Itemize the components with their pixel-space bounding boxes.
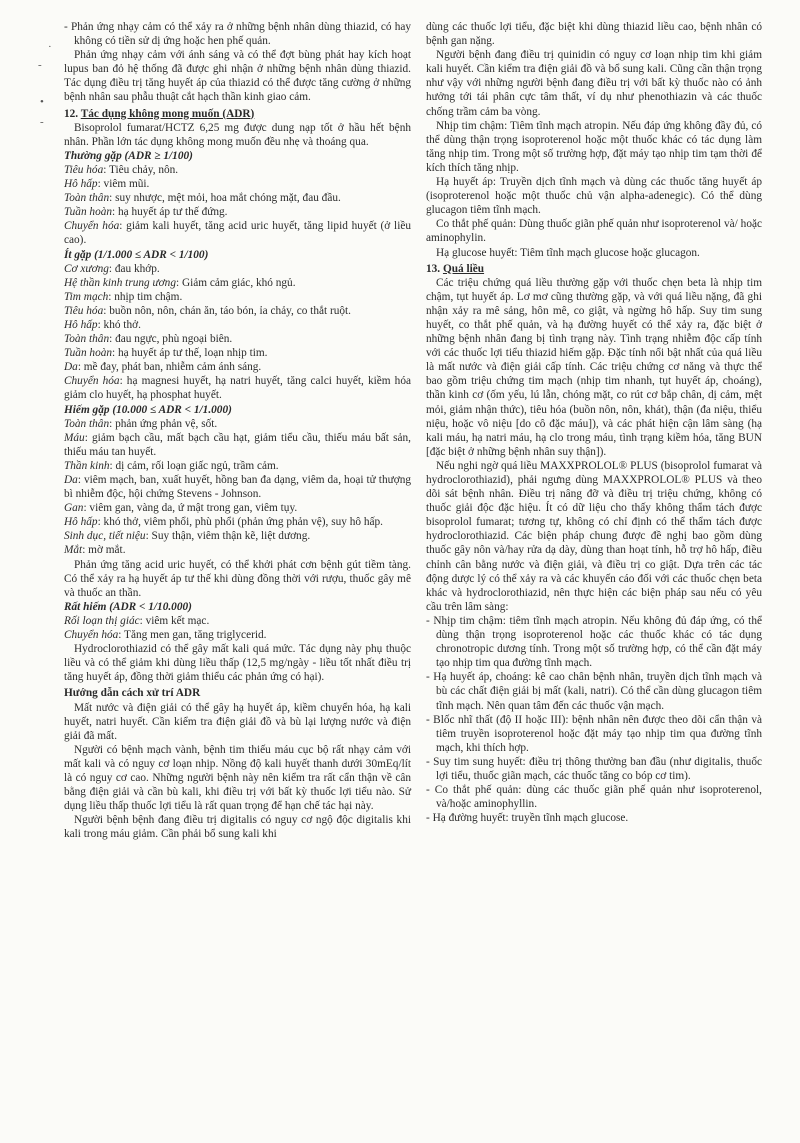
margin-mark: - [38, 59, 42, 71]
measures-list [426, 614, 762, 825]
adr-list-rare [64, 417, 411, 558]
adr-description: : Tiêu chảy, nôn. [103, 163, 179, 176]
paragraph: Hydroclorothiazid có thể gây mất kali quá mức. Tác dụng này phụ thuộc liều và có thể giảm khi dùng liều thấp (12,5 mg/ngày - liều tốt nhất điều trị tăng huyết áp, đồng thời giảm thiểu các phản ứng có hại). [64, 643, 411, 684]
adr-description: : Giảm cảm giác, khó ngủ. [175, 276, 296, 289]
adr-item [64, 163, 411, 177]
adr-category: Tuần hoàn [64, 347, 113, 360]
adr-description: : Tăng men gan, tăng triglycerid. [118, 629, 267, 642]
adr-category: Hô hấp [64, 318, 98, 331]
adr-category: Da [64, 474, 78, 486]
adr-item [64, 529, 411, 543]
paragraph: Các triệu chứng quá liều thường gặp với thuốc chẹn beta là nhịp tim chậm, tụt huyết áp. Lơ mơ cũng thường gặp, và với quá liều nặng, đã ghi nhận xảy ra mê sảng, hôn mê, co giật, và ngừng hô hấp. Suy tim sung huyết, co thắt phế quản, và hạ đường huyết có thể xảy ra, đặc biệt ở những bệnh nhân đang bị tình trạng này. Tình trạng nhiễm độc cấp tính với các thuốc lợi tiểu thiazid hiếm gặp. Đặc tính nổi bật nhất của quá liều là mất nước và điện giải cấp tính. Các triệu chứng cơ năng và thực thể bao gồm triệu chứng tim mạch (nhịp tim nhanh, tụt huyết áp, choáng), thần kinh cơ (ốm yếu, lú lẫn, chóng mặt, co rút cơ bắp chân, dị cảm, mệt mỏi, giảm nhận thức), tiêu hóa (buồn nôn, nôn, khát), thận (đa niệu, thiểu niệu, hoặc vô niệu [do cô đặc máu]), và các phát hiện cận lâm sàng (hạ kali máu, hạ natri máu, hạ clo trong máu, tình trạng kiềm hóa, tăng BUN [đặc biệt ở những bệnh nhân suy thận]). [426, 276, 762, 458]
adr-category: Hô hấp [64, 178, 98, 191]
adr-category: Gan [64, 502, 84, 515]
adr-list-very-rare [64, 614, 411, 642]
adr-category: Thần kinh [64, 459, 110, 472]
adr-category: Tiêu hóa [64, 163, 104, 176]
paragraph: Nếu nghi ngờ quá liều MAXXPROLOL® PLUS (bisoprolol fumarat và hydroclorothiazid), phải ngưng dùng MAXXPROLOL® PLUS và theo dõi sát bệnh nhân. Điều trị nâng đỡ và điều trị triệu chứng, không có thuốc giải độc đặc hiệu. Ít có dữ liệu cho thấy không thẩm tách được bisoprolol fumarat; tương tự, không có chỉ định có thể thẩm tách được hydroclorothiazid. Các biện pháp chung được đề nghị bao gồm dùng thuốc gây nôn và/hay rửa dạ dày, dùng than hoạt tính, hỗ trợ hô hấp, điều chỉnh cân bằng nước và điện giải, và điều trị co giật. Dựa trên các tác động dược lý có thể xảy ra và các khuyến cáo đối với các thuốc chẹn beta khác và hydroclorothiazid, nên thực hiện các biện pháp sau nếu có yêu cầu trên lâm sàng: [426, 459, 762, 613]
paragraph: - Phản ứng nhạy cảm có thể xảy ra ở những bệnh nhân dùng thiazid, có hay không có tiền sử dị ứng hoặc hen phế quản. [64, 21, 411, 48]
list-item: - Blốc nhĩ thất (độ II hoặc III): bệnh nhân nên được theo dõi cẩn thận và tiêm truyền isoproterenol hoặc đặt máy tạo nhịp tim qua đường tĩnh mạch, khi thích hợp. [426, 713, 762, 754]
adr-item [64, 515, 411, 529]
adr-description: : viêm kết mạc. [139, 614, 210, 627]
subheading-guide: Hướng dẫn cách xử trí ADR [64, 687, 201, 700]
adr-item [64, 417, 411, 431]
paragraph: Phản ứng tăng acid uric huyết, có thể khởi phát cơn bệnh gút tiềm tàng. Có thể xảy ra hạ huyết áp tư thế khi dùng đồng thời với rượu, thuốc gây mê và thuốc an thần. [64, 558, 411, 599]
paragraph: Người có bệnh mạch vành, bệnh tim thiếu máu cục bộ rất nhạy cảm với mất kali và có nguy cơ loạn nhịp. Nồng độ kali huyết thanh dưới 30mEq/lít là có nguy cơ cao. Những người bệnh này nên kiểm tra rất cẩn thận về cân bằng điện giải và cần bù kali, khi điều trị với bất kỳ thuốc lợi tiểu nào. Sử dụng liều thấp thuốc lợi tiểu là rất quan trọng để hạn chế tác hại này. [64, 743, 411, 813]
adr-item [64, 191, 411, 205]
adr-description: : dị cảm, rối loạn giấc ngủ, trầm cảm. [109, 459, 279, 472]
adr-description: : nhịp tim chậm. [108, 290, 183, 303]
list-item: - Hạ đường huyết: truyền tĩnh mạch glucose. [426, 812, 629, 825]
list-item: - Suy tim sung huyết: điều trị thông thường ban đầu (như digitalis, thuốc lợi tiểu, thuốc giãn mạch, các thuốc tăng co bóp cơ tim). [426, 755, 762, 782]
paragraph: Phản ứng nhạy cảm với ánh sáng và có thể đợt bùng phát hay kích hoạt lupus ban đỏ hệ thống đã được ghi nhận ở những bệnh nhân dùng thiazid. Tác dụng điều trị tăng huyết áp của thiazid có thể được tăng cường ở những bệnh nhân sau phẫu thuật cắt hạch thần kinh giao cảm. [64, 49, 411, 104]
subheading-rare: Hiếm gặp (10.000 ≤ ADR < 1/1.000) [64, 403, 232, 416]
adr-item [64, 501, 411, 515]
subheading-common: Thường gặp (ADR ≥ 1/100) [64, 149, 193, 162]
adr-description: : viêm mạch, ban, xuất huyết, hồng ban đa dạng, viêm da, hoại tử thượng bì nhiễm độc, hội chứng Stevens - Johnson. [64, 474, 411, 501]
adr-category: Toàn thân [64, 333, 110, 346]
adr-item [64, 318, 411, 332]
adr-item [64, 543, 411, 557]
adr-category: Toàn thân [64, 192, 110, 205]
adr-description: : suy nhược, mệt mỏi, hoa mắt chóng mặt, đau đầu. [109, 192, 341, 205]
adr-item [64, 205, 411, 219]
adr-item [64, 360, 411, 374]
paragraph: dùng các thuốc lợi tiểu, đặc biệt khi dùng thiazid liều cao, bệnh nhân có bệnh gan nặng. [426, 21, 762, 48]
adr-description: : buồn nôn, nôn, chán ăn, táo bón, ỉa chảy, co thắt ruột. [103, 304, 351, 317]
subheading-uncommon: Ít gặp (1/1.000 ≤ ADR < 1/100) [64, 248, 209, 261]
paragraph: Hạ glucose huyết: Tiêm tĩnh mạch glucose hoặc glucagon. [436, 246, 700, 259]
adr-description: : giảm kali huyết, tăng acid uric huyết, tăng lipid huyết (ở liều cao). [64, 220, 411, 247]
left-column [64, 20, 411, 841]
adr-item [64, 304, 411, 318]
list-item: - Hạ huyết áp, choáng: kê cao chân bệnh nhân, truyền dịch tĩnh mạch và bù các chất điện giải bị mất (kali, natri). Có thể cần dùng glucagon tiêm tĩnh mạch. Nên quan tâm đến các thuốc vận mạch. [426, 671, 762, 712]
section-13-heading [426, 262, 762, 276]
paragraph: Người bệnh bệnh đang điều trị digitalis có nguy cơ ngộ độc digitalis khi kali trong máu giảm. Cần phải bổ sung kali khi [64, 814, 411, 841]
adr-description: : đau ngực, phù ngoại biên. [109, 333, 233, 346]
adr-category: Hô hấp [64, 516, 98, 529]
list-item: - Nhịp tim chậm: tiêm tĩnh mạch atropin. Nếu không đủ đáp ứng, có thể dùng thận trọng isoproterenol hoặc các thuốc khác có tác dụng chronotropic dương tính. Trong một số trường hợp, có thể cần đặt máy tạo nhịp tim qua đường tĩnh mạch. [426, 614, 762, 670]
adr-description: : hạ magnesi huyết, hạ natri huyết, tăng calci huyết, kiềm hóa giảm clo huyết, hạ phosphat huyết. [64, 375, 411, 402]
paragraph: Hạ huyết áp: Truyền dịch tĩnh mạch và dùng các thuốc tăng huyết áp (isoproterenol hoặc một thuốc chủ vận alpha-adenegic). Có thể dùng glucagon tiêm tĩnh mạch. [426, 176, 762, 217]
adr-category: Sinh dục, tiết niệu [64, 530, 146, 543]
adr-description: : hạ huyết áp tư thế, loạn nhịp tim. [112, 347, 268, 360]
margin-mark: • [40, 96, 44, 108]
adr-description: : giảm bạch cầu, mất bạch cầu hạt, giảm tiểu cầu, thiếu máu bất sản, thiếu máu tan huyết. [64, 431, 411, 458]
subheading-very-rare: Rất hiếm (ADR < 1/10.000) [64, 600, 192, 613]
adr-item [64, 219, 411, 247]
adr-description: : Suy thận, viêm thận kẽ, liệt dương. [145, 530, 311, 543]
right-column [426, 20, 762, 825]
adr-item [64, 177, 411, 191]
margin-mark: - [40, 116, 44, 128]
adr-category: Rối loạn thị giác [64, 614, 140, 627]
adr-description: : đau khớp. [108, 262, 160, 275]
adr-description: : viêm mũi. [97, 178, 150, 191]
adr-item [64, 332, 411, 346]
section-number: 13. [426, 262, 441, 275]
adr-description: : mề đay, phát ban, nhiễm cảm ánh sáng. [77, 361, 262, 374]
paragraph: Bisoprolol fumarat/HCTZ 6,25 mg được dung nạp tốt ở hầu hết bệnh nhân. Phần lớn tác dụng không mong muốn đều nhẹ và thoáng qua. [64, 121, 411, 148]
adr-item [64, 431, 411, 459]
section-title: Tác dụng không mong muốn (ADR) [80, 107, 255, 120]
adr-list-uncommon [64, 262, 411, 403]
paragraph: Người bệnh đang điều trị quinidin có nguy cơ loạn nhịp tim khi giảm kali huyết. Cần kiểm tra điện giải đồ và bổ sung kali. Cũng cần thận trọng như vậy với những người bệnh đang điều trị với bất kỳ thuốc nào có ảnh hưởng tới tái phân cực tâm thất, ví dụ như phenothiazin và các thuốc chống trầm cảm ba vòng. [426, 49, 762, 118]
adr-item [64, 346, 411, 360]
paragraph: Co thắt phế quản: Dùng thuốc giãn phế quản như isoproterenol và/ hoặc aminophylin. [426, 218, 762, 245]
adr-category: Tuần hoàn [64, 206, 113, 219]
adr-category: Chuyển hóa [64, 220, 120, 233]
adr-category: Da [64, 361, 78, 374]
adr-category: Chuyển hóa [64, 375, 120, 388]
adr-description: : khó thở, viêm phổi, phù phổi (phản ứng phản vệ), suy hô hấp. [97, 516, 383, 529]
paragraph: Nhịp tim chậm: Tiêm tĩnh mạch atropin. Nếu đáp ứng không đầy đủ, có thể dùng thận trọng isoproterenol hoặc một thuốc khác có tác dụng làm tăng nhịp tim. Trong một số trường hợp, đặt máy tạo nhịp tim tạm thời để kích thích tăng nhịp. [426, 119, 762, 174]
adr-category: Hệ thần kinh trung ương [64, 276, 176, 289]
adr-category: Toàn thân [64, 417, 110, 430]
adr-category: Máu [64, 431, 85, 444]
adr-category: Mắt [64, 544, 83, 557]
paragraph: Mất nước và điện giải có thể gây hạ huyết áp, kiềm chuyển hóa, hạ kali huyết, natri huyết. Cần kiểm tra điện giải đồ và bù lại lượng nước và điện giải đã mất. [64, 701, 411, 742]
adr-description: : mờ mắt. [82, 544, 126, 557]
adr-category: Chuyển hóa [64, 629, 119, 642]
margin-mark: · [48, 41, 52, 53]
adr-item [64, 473, 411, 501]
list-item: - Co thắt phế quản: dùng các thuốc giãn phế quản như isoproterenol, và/hoặc aminophyllin. [426, 784, 762, 811]
adr-item [64, 614, 411, 628]
adr-item [64, 290, 411, 304]
adr-category: Cơ xương [64, 262, 109, 275]
section-12-heading [64, 107, 411, 121]
section-number: 12. [64, 107, 79, 120]
section-title: Quá liều [442, 262, 485, 275]
adr-item [64, 374, 411, 402]
adr-category: Tim mạch [64, 290, 109, 303]
adr-item [64, 262, 411, 276]
adr-description: : hạ huyết áp tư thế đứng. [112, 206, 228, 219]
adr-description: : khó thở. [97, 318, 141, 331]
adr-description: : phản ứng phản vệ, sốt. [109, 417, 218, 430]
adr-list-common [64, 163, 411, 248]
adr-item [64, 459, 411, 473]
adr-category: Tiêu hóa [64, 304, 104, 317]
adr-description: : viêm gan, vàng da, ứ mật trong gan, viêm tụy. [83, 502, 298, 515]
adr-item [64, 276, 411, 290]
adr-item [64, 628, 411, 642]
